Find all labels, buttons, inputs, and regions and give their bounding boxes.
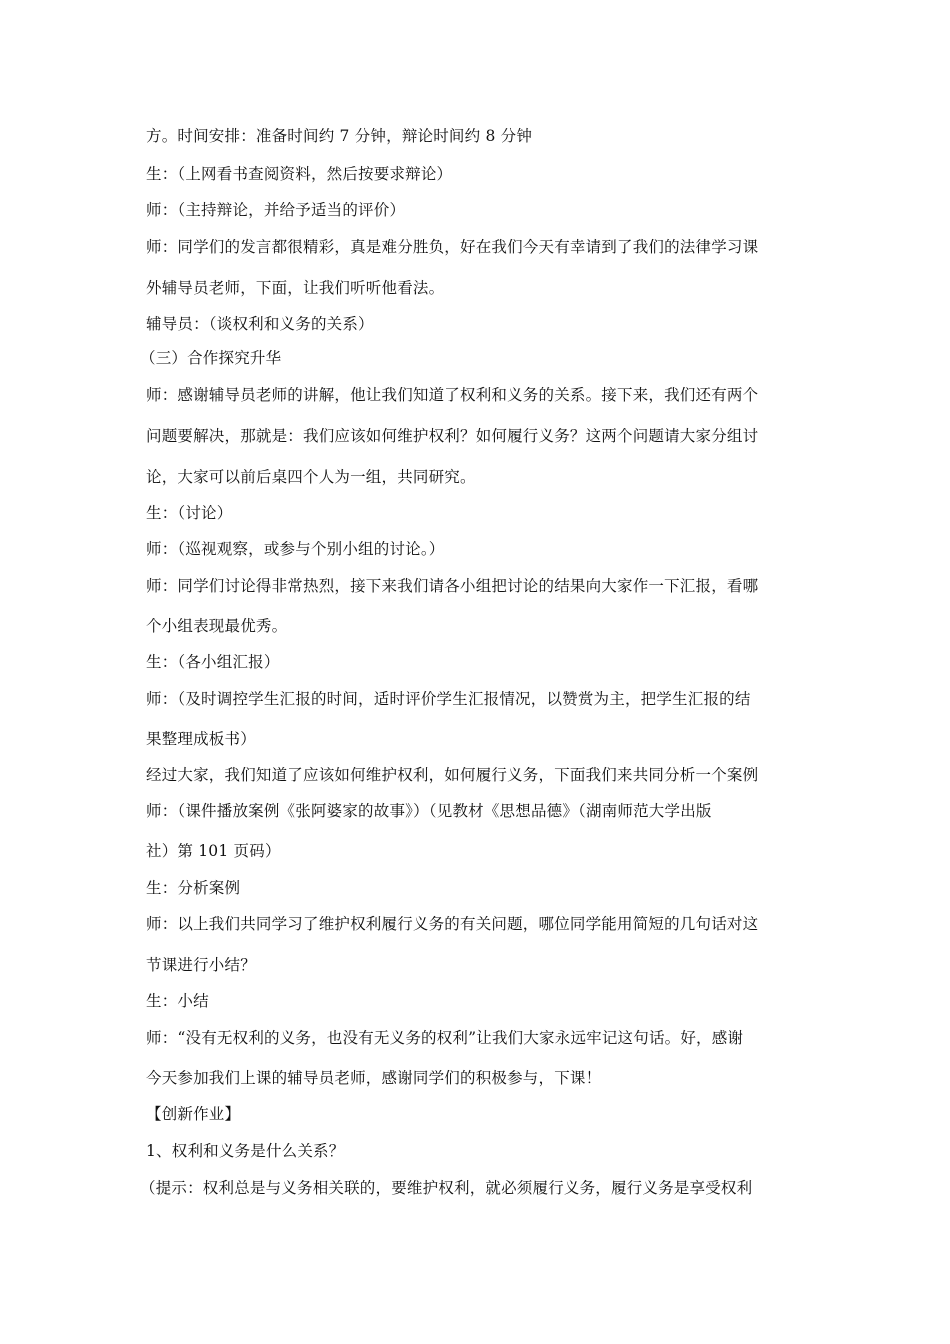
text-line: 今天参加我们上课的辅导员老师，感谢同学们的积极参与，下课！ [146,1069,602,1087]
section-heading: （三）合作探究升华 [140,349,282,367]
text-line: （提示：权利总是与义务相关联的，要维护权利，就必须履行义务，履行义务是享受权利 [140,1179,753,1197]
text-line: 论，大家可以前后桌四个人为一组，共同研究。 [146,468,476,486]
text-line: 问题要解决，那就是：我们应该如何维护权利？如何履行义务？这两个问题请大家分组讨 [146,427,759,445]
section-heading: 【创新作业】 [146,1105,241,1123]
text-line: 生：（讨论） [146,504,233,522]
text-line: 外辅导员老师，下面，让我们听听他看法。 [146,279,445,297]
text-line: 经过大家，我们知道了应该如何维护权利，如何履行义务，下面我们来共同分析一个案例 [146,766,759,784]
text-line: 师：（巡视观察，或参与个别小组的讨论。） [146,540,445,558]
text-line: 果整理成板书） [146,730,256,748]
text-line: 师：同学们讨论得非常热烈，接下来我们请各小组把讨论的结果向大家作一下汇报，看哪 [146,577,759,595]
text-line: 生：小结 [146,992,209,1010]
text-line: 辅导员：（谈权利和义务的关系） [146,315,374,333]
text-line: 师：以上我们共同学习了维护权利履行义务的有关问题，哪位同学能用简短的几句话对这 [146,915,759,933]
text-line: 生：（各小组汇报） [146,653,280,671]
text-line: 社）第 101 页码） [146,842,281,860]
text-line: 生：（上网看书查阅资料，然后按要求辩论） [146,165,453,183]
text-line: 生：分析案例 [146,879,241,897]
text-line: 1、权利和义务是什么关系？ [146,1142,345,1160]
text-line: 师：（主持辩论，并给予适当的评价） [146,201,406,219]
text-line: 师：“没有无权利的义务，也没有无义务的权利”让我们大家永远牢记这句话。好，感谢 [146,1029,744,1047]
text-line: 个小组表现最优秀。 [146,617,288,635]
text-line: 师：感谢辅导员老师的讲解，他让我们知道了权利和义务的关系。接下来，我们还有两个 [146,386,759,404]
text-line: 师：（课件播放案例《张阿婆家的故事》）（见教材《思想品德》（湖南师范大学出版 [146,802,712,820]
text-line: 师：同学们的发言都很精彩，真是难分胜负，好在我们今天有幸请到了我们的法律学习课 [146,238,759,256]
text-line: 节课进行小结？ [146,956,256,974]
text-line: 师：（及时调控学生汇报的时间，适时评价学生汇报情况，以赞赏为主，把学生汇报的结 [146,690,751,708]
text-line: 方。时间安排：准备时间约 7 分钟，辩论时间约 8 分钟 [146,127,533,145]
